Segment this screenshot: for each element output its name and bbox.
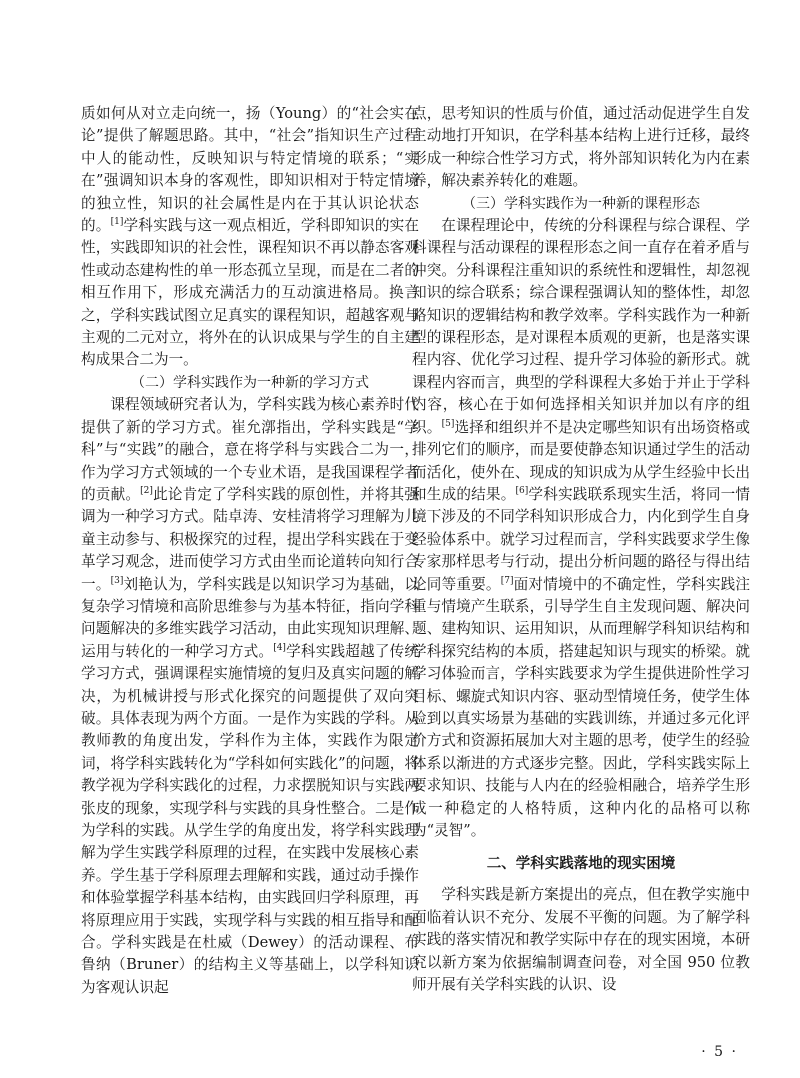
- paragraph: 点，思考知识的性质与价值，通过活动促进学生自发主动地打开知识，在学科基本结构上进行迁移，最终形成一种综合性学习方式，将外部知识转化为内在素养，解决素养转化的难题。: [412, 105, 750, 190]
- subsection-heading: （三）学科实践作为一种新的课程形态: [462, 195, 700, 212]
- section-title: 二、学科实践落地的现实困境: [486, 856, 676, 873]
- citation: [4]: [273, 642, 286, 653]
- right-column: [412, 103, 750, 996]
- page-number: · 5 ·: [701, 1044, 738, 1060]
- citation: [3]: [110, 575, 124, 586]
- paragraph: 质如何从对立走向统一，扬（Young）的“社会实在论”提供了解题思路。其中，“社会”指知识生产过程中人的能动性，反映知识与特定情境的联系；“实在”强调知识本身的客观性，即知识相对于特定情境的独立性，知识的社会属性是内在于其认识论状态的。[1]学科实践与这一观点相近，学科即知识的实在性，实践即知识的社会性，课程知识不再以静态客观性或动态建构性的单一形态孤立呈现，而是在二者的相互作用下，形成充满活力的互动演进格局。换言之，学科实践试图立足真实的课程知识，超越客观与主观的二元对立，将外在的认识成果与学生的自主建构成果合二为一。: [81, 105, 419, 369]
- subsection-heading: （二）学科实践作为一种新的学习方式: [131, 374, 369, 391]
- paragraph: 课程领域研究者认为，学科实践为核心素养时代提供了新的学习方式。崔允漷指出，学科实践是“学科”与“实践”的融合，意在将学科与实践合二为一，作为学习方式领域的一个专业术语，是我国课程学者的贡献。[2]此论肯定了学科实践的原创性，并将其强调为一种学习方式。陆卓涛、安桂清将学习理解为儿童主动参与、积极探究的过程，提出学科实践在于变革学习观念，进而使学习方式由坐而论道转向知行合一。[3]刘艳认为，学科实践是以知识学习为基础，以复杂学习情境和高阶思维参与为基本特征，指向学科问题解决的多维实践学习活动，由此实现知识理解、运用与转化的一种学习方式。[4]学科实践超越了传统学习方式，强调课程实施情境的复归及真实问题的解决，为机械讲授与形式化探究的问题提供了双向突破。具体表现为两个方面。一是作为实践的学科。从教师教的角度出发，学科作为主体，实践作为限定词，将学科实践转化为“学科如何实践化”的问题，将教学视为学科实践化的过程，力求摆脱知识与实践两张皮的现象，实现学科与实践的具身性整合。二是作为学科的实践。从学生学的角度出发，将学科实践理解为学生实践学科原理的过程，在实践中发展核心素养。学生基于学科原理去理解和实践，通过动手操作和体验掌握学科基本结构，由实践回归学科原理，再将原理应用于实践，实现学科与实践的相互指导和配合。学科实践是在杜威（Dewey）的活动课程、布鲁纳（Bruner）的结构主义等基础上，以学科知识为客观认识起: [81, 396, 419, 996]
- citation: [7]: [500, 575, 514, 586]
- citation: [6]: [515, 486, 529, 497]
- citation: [2]: [140, 486, 153, 497]
- left-column: [81, 103, 419, 999]
- paragraph: 在课程理论中，传统的分科课程与综合课程、学科课程与活动课程的课程形态之间一直存在着矛盾与冲突。分科课程注重知识的系统性和逻辑性，却忽视知识的综合联系；综合课程强调认知的整体性，却忽略知识的逻辑结构和教学效率。学科实践作为一种新型的课程形态，是对课程本质观的更新，也是落实课程内容、优化学习过程、提升学习体验的新形式。就课程内容而言，典型的学科课程大多始于并止于学科内容，核心在于如何选择相关知识并加以有序的组织。[5]选择和组织并不是决定哪些知识有出场资格或排列它们的顺序，而是要使静态知识通过学生的活动而活化，使外在、现成的知识成为从学生经验中长出和生成的结果。[6]学科实践联系现实生活，将同一情境下涉及的不同学科知识形成合力，内化到学生自身经验体系中。就学习过程而言，学科实践要求学生像专家那样思考与行动，提出分析问题的路径与得出结论同等重要。[7]面对情境中的不确定性，学科实践注重与情境产生联系，引导学生自主发现问题、解决问题、建构知识、运用知识，从而理解学科知识结构和学科探究结构的本质，搭建起知识与现实的桥梁。就学习体验而言，学科实践要求为学生提供进阶性学习目标、螺旋式知识内容、驱动型情境任务，使学生体验到以真实场景为基础的实践训练，并通过多元化评价方式和资源拓展加大对主题的思考，使学生的经验体系以渐进的方式逐步完整。因此，学科实践实际上要求知识、技能与人内在的经验相融合，培养学生形成一种稳定的人格特质，这种内化的品格可以称为“灵智”。: [412, 217, 750, 839]
- paragraph: 学科实践是新方案提出的亮点，但在教学实施中面临着认识不充分、发展不平衡的问题。为了解学科实践的落实情况和教学实际中存在的现实困境，本研究以新方案为依据编制调查问卷，对全国 950 位教师开展有关学科实践的认识、设: [412, 886, 750, 994]
- citation: [1]: [110, 217, 124, 228]
- citation: [5]: [441, 418, 455, 429]
